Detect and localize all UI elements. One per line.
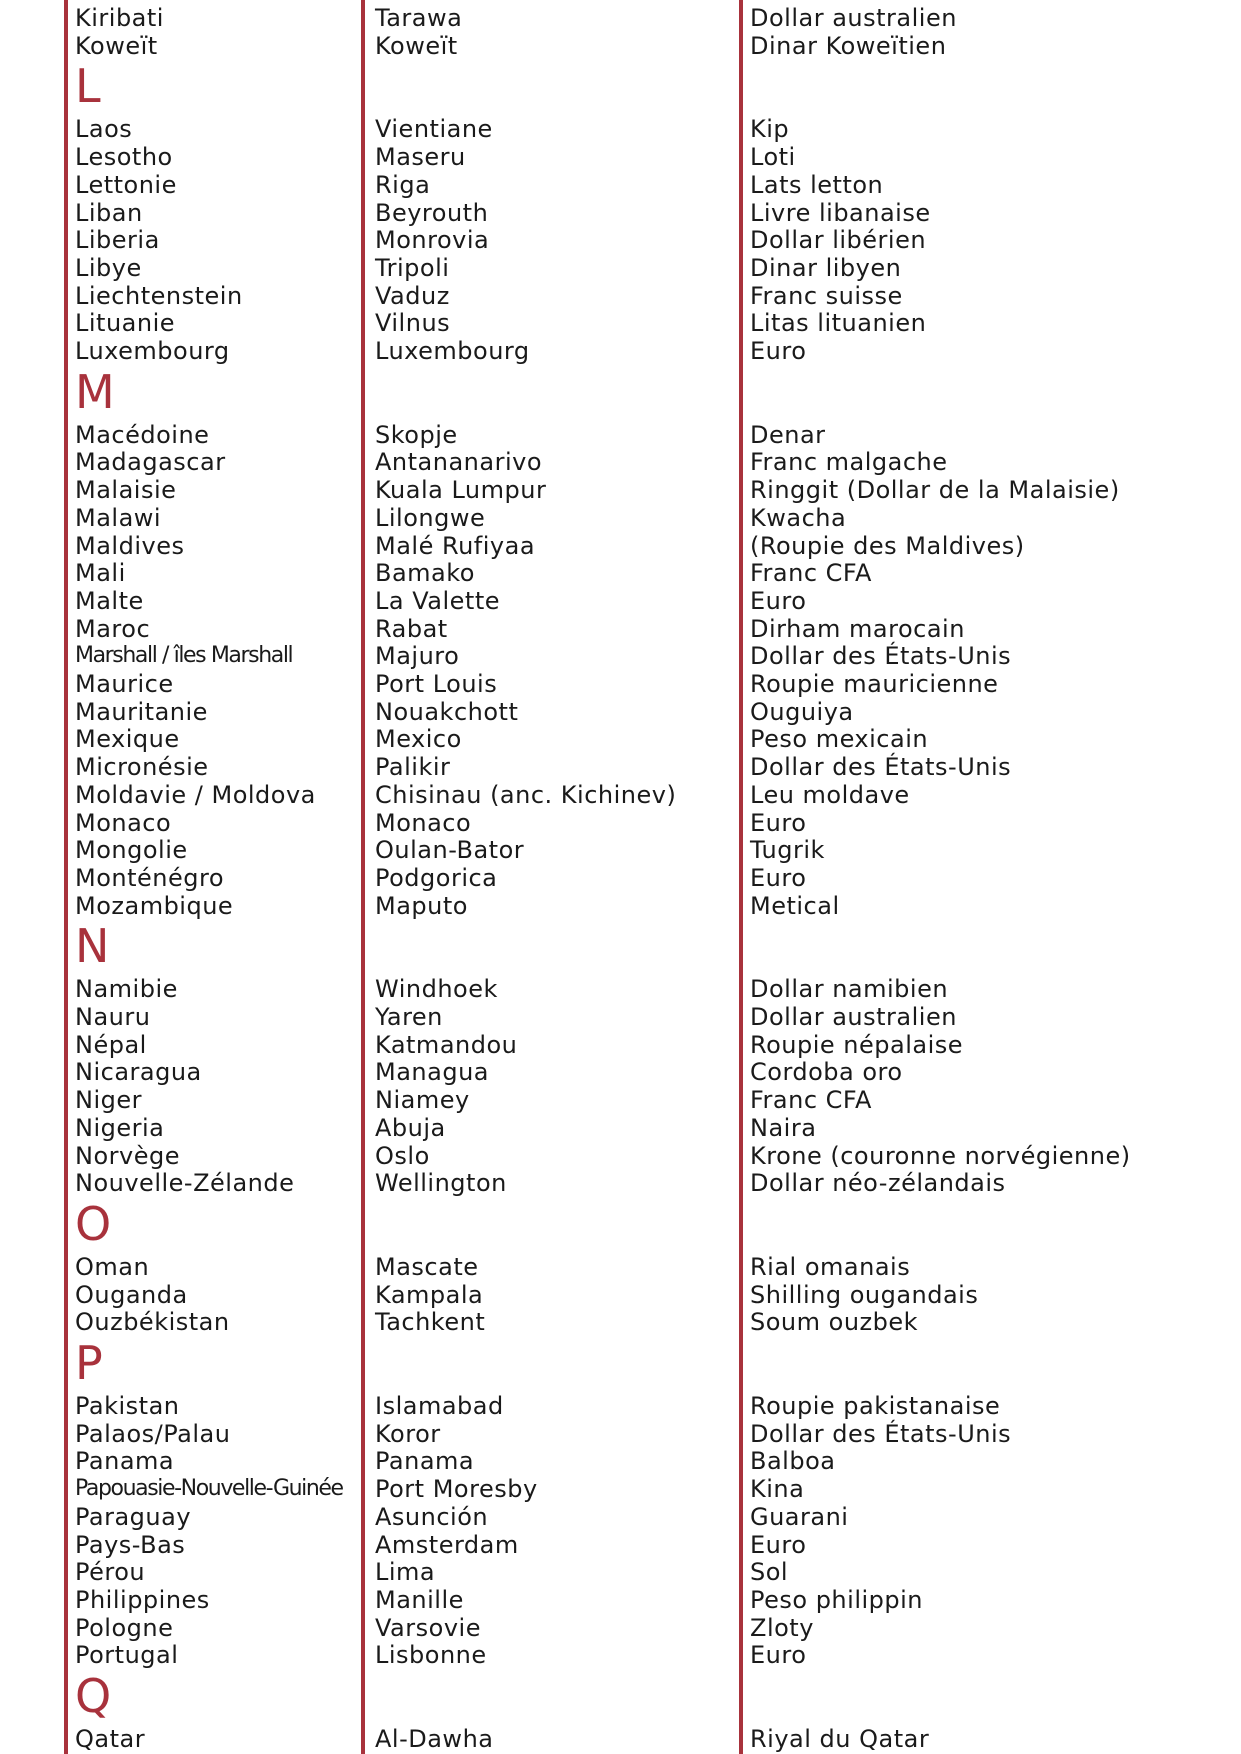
country-name: Maurice (75, 670, 174, 698)
capital-name: Asunción (375, 1502, 489, 1531)
capital-name: Monaco (375, 808, 472, 837)
capital-name: Amsterdam (375, 1530, 519, 1559)
currency-name: Dollar des États-Unis (750, 642, 1012, 671)
currency-name: Riyal du Qatar (750, 1725, 930, 1753)
capital-name: Oslo (375, 1141, 430, 1170)
currency-name: Dollar australien (750, 4, 957, 32)
currency-name: Ringgit (Dollar de la Malaisie) (750, 476, 1120, 505)
currency-name: Lats letton (750, 170, 884, 199)
capital-name: Riga (375, 170, 431, 199)
capital-name: Antananarivo (375, 448, 543, 477)
country-name: Lituanie (75, 309, 176, 338)
capital-name: Varsovie (375, 1613, 481, 1642)
country-name: Norvège (75, 1141, 180, 1170)
currency-name: Euro (750, 808, 807, 837)
capital-name: Manille (375, 1585, 464, 1614)
currency-name: Euro (750, 586, 807, 615)
currency-name: Kina (750, 1475, 805, 1504)
currency-name: Franc suisse (750, 281, 903, 310)
capital-name: Tachkent (375, 1308, 486, 1337)
country-name: Libye (75, 253, 142, 282)
country-name: Lesotho (75, 143, 173, 172)
column-divider-middle (361, 0, 365, 1754)
capital-name: Port Louis (375, 670, 498, 698)
currency-name: Naira (750, 1113, 817, 1142)
currency-name: Sol (750, 1558, 789, 1587)
country-name: Mauritanie (75, 697, 208, 726)
capital-name: Beyrouth (375, 198, 489, 227)
currency-name: Dollar des États-Unis (750, 753, 1012, 782)
currency-name: Dollar libérien (750, 226, 927, 255)
currency-name: Franc CFA (750, 1086, 872, 1115)
capital-name: Podgorica (375, 863, 498, 892)
currency-name: Roupie pakistanaise (750, 1392, 1001, 1420)
capital-name: Vientiane (375, 115, 493, 144)
capital-name: Al-Dawha (375, 1725, 494, 1753)
capital-name: Tripoli (375, 253, 450, 282)
country-name: Ouganda (75, 1280, 188, 1309)
capital-name: Niamey (375, 1086, 470, 1115)
currency-name: Guarani (750, 1502, 849, 1531)
capital-name: La Valette (375, 586, 500, 615)
currency-name: Euro (750, 863, 807, 892)
capital-name: Wellington (375, 1169, 507, 1198)
country-name: Paraguay (75, 1502, 192, 1531)
currency-name: Shilling ougandais (750, 1280, 979, 1309)
currency-name: Dinar Koweïtien (750, 31, 947, 60)
country-name: Maroc (75, 614, 151, 643)
country-name: Liechtenstein (75, 281, 243, 310)
country-name: Panama (75, 1447, 175, 1476)
country-name: Pakistan (75, 1392, 180, 1420)
currency-name: Leu moldave (750, 780, 910, 809)
capital-name: Rabat (375, 614, 448, 643)
currency-name: Euro (750, 1641, 807, 1670)
capital-name: Maseru (375, 143, 466, 172)
capital-name: Kuala Lumpur (375, 476, 547, 505)
capital-name: Skopje (375, 420, 458, 449)
currency-name: Franc CFA (750, 559, 872, 588)
country-name: Mozambique (75, 891, 234, 920)
section-letter: P (75, 1336, 103, 1390)
currency-name: Metical (750, 891, 840, 920)
country-name: Monténégro (75, 863, 225, 892)
capital-name: Maputo (375, 891, 468, 920)
country-name: Maldives (75, 531, 185, 560)
currency-name: Roupie mauricienne (750, 670, 999, 698)
country-name: Oman (75, 1252, 150, 1281)
country-name: Marshall / îles Marshall (75, 643, 293, 669)
currency-name: Dollar des États-Unis (750, 1419, 1012, 1448)
country-name: Nouvelle-Zélande (75, 1169, 295, 1198)
country-name: Palaos/Palau (75, 1419, 231, 1448)
currency-name: Euro (750, 1530, 807, 1559)
country-name: Nigeria (75, 1113, 165, 1142)
country-name: Pays-Bas (75, 1530, 186, 1559)
country-name: Liberia (75, 226, 160, 255)
capital-name: Kampala (375, 1280, 484, 1309)
section-letter: O (75, 1196, 112, 1251)
country-name: Mali (75, 559, 126, 588)
section-letter: N (75, 919, 110, 974)
currency-name: Balboa (750, 1447, 836, 1476)
country-name: Malaisie (75, 476, 177, 505)
currency-name: Dollar néo-zélandais (750, 1169, 1006, 1198)
currency-name: Roupie népalaise (750, 1030, 964, 1059)
country-name: Malawi (75, 503, 162, 532)
country-name: Macédoine (75, 420, 210, 449)
country-name: Koweït (75, 31, 158, 60)
currency-name: Franc malgache (750, 448, 948, 477)
capital-name: Koror (375, 1419, 441, 1448)
section-letter: L (75, 59, 101, 114)
capital-name: Nouakchott (375, 697, 519, 726)
country-name: Lettonie (75, 170, 177, 199)
currency-name: Dollar namibien (750, 975, 949, 1004)
currency-name: (Roupie des Maldives) (750, 531, 1025, 560)
column-divider-left (64, 0, 68, 1754)
country-name: Mexique (75, 725, 180, 754)
currency-name: Dollar australien (750, 1003, 957, 1031)
currency-name: Peso philippin (750, 1585, 923, 1614)
country-name: Liban (75, 198, 143, 227)
currency-name: Euro (750, 337, 807, 365)
currency-name: Cordoba oro (750, 1058, 903, 1087)
currency-name: Kwacha (750, 503, 847, 532)
capital-name: Islamabad (375, 1392, 504, 1420)
country-name: Philippines (75, 1585, 210, 1614)
currency-name: Denar (750, 420, 826, 449)
country-name: Micronésie (75, 753, 209, 782)
currency-name: Litas lituanien (750, 309, 927, 338)
country-name: Malte (75, 586, 144, 615)
country-name: Luxembourg (75, 337, 230, 365)
currency-name: Rial omanais (750, 1252, 911, 1281)
currency-name: Krone (couronne norvégienne) (750, 1141, 1131, 1170)
country-name: Niger (75, 1086, 142, 1115)
currency-name: Tugrik (750, 836, 825, 865)
capital-name: Lima (375, 1558, 436, 1587)
currency-name: Ouguiya (750, 697, 854, 726)
capital-name: Malé Rufiyaa (375, 531, 536, 560)
capital-name: Mascate (375, 1252, 479, 1281)
country-name: Pérou (75, 1558, 146, 1587)
country-name: Madagascar (75, 448, 226, 477)
capital-name: Managua (375, 1058, 489, 1087)
currency-name: Zloty (750, 1613, 814, 1642)
capital-name: Mexico (375, 725, 462, 754)
capital-name: Yaren (375, 1003, 443, 1031)
capital-name: Bamako (375, 559, 475, 588)
capital-name: Oulan-Bator (375, 836, 525, 865)
currency-name: Soum ouzbek (750, 1308, 919, 1337)
capital-name: Majuro (375, 642, 460, 671)
capital-name: Vaduz (375, 281, 450, 310)
capital-name: Chisinau (anc. Kichinev) (375, 780, 677, 809)
country-name: Pologne (75, 1613, 174, 1642)
capital-name: Windhoek (375, 975, 498, 1004)
capital-name: Koweït (375, 31, 458, 60)
country-name: Qatar (75, 1725, 146, 1753)
capital-name: Katmandou (375, 1030, 518, 1059)
capital-name: Lilongwe (375, 503, 486, 532)
capital-name: Vilnus (375, 309, 451, 338)
capital-name: Port Moresby (375, 1475, 538, 1504)
country-name: Nicaragua (75, 1058, 202, 1087)
capital-name: Abuja (375, 1113, 446, 1142)
country-name: Monaco (75, 808, 172, 837)
capital-name: Luxembourg (375, 337, 530, 365)
currency-name: Livre libanaise (750, 198, 931, 227)
country-name: Papouasie-Nouvelle-Guinée (75, 1476, 343, 1502)
country-name: Laos (75, 115, 133, 144)
capital-name: Monrovia (375, 226, 490, 255)
country-name: Népal (75, 1030, 147, 1059)
currency-name: Kip (750, 115, 790, 144)
country-name: Namibie (75, 975, 178, 1004)
capital-name: Tarawa (375, 4, 463, 32)
currency-name: Dinar libyen (750, 253, 902, 282)
currency-name: Peso mexicain (750, 725, 929, 754)
country-name: Portugal (75, 1641, 179, 1670)
country-name: Mongolie (75, 836, 188, 865)
country-name: Ouzbékistan (75, 1308, 230, 1337)
country-name: Moldavie / Moldova (75, 780, 316, 809)
column-divider-right (739, 0, 743, 1754)
capital-name: Palikir (375, 753, 451, 782)
currency-name: Dirham marocain (750, 614, 965, 643)
country-name: Nauru (75, 1003, 151, 1031)
currency-name: Loti (750, 143, 796, 172)
section-letter: M (75, 364, 115, 419)
capital-name: Lisbonne (375, 1641, 487, 1670)
section-letter: Q (75, 1669, 112, 1723)
capital-name: Panama (375, 1447, 475, 1476)
country-name: Kiribati (75, 4, 164, 32)
